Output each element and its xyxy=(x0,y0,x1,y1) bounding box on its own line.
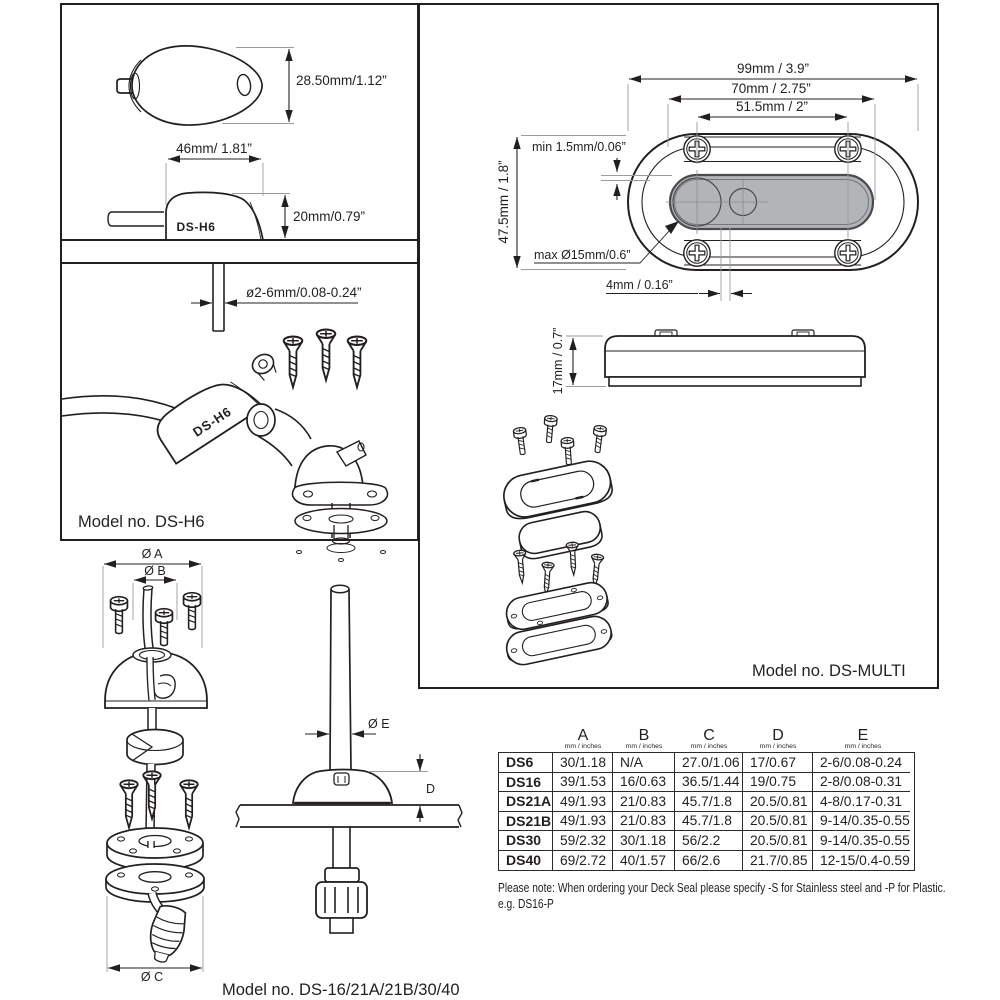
table-corner-spacer xyxy=(498,721,553,752)
table-cell: 19/0.75 xyxy=(743,773,813,793)
table-cell: 21/0.83 xyxy=(613,792,675,812)
table-cell: 17/0.67 xyxy=(743,753,813,773)
table-cell: 9-14/0.35-0.55 xyxy=(813,831,910,851)
table-cell: 30/1.18 xyxy=(553,753,613,773)
col-letter: A xyxy=(577,727,589,744)
table-cell: 56/2.2 xyxy=(675,831,743,851)
table-cell: 30/1.18 xyxy=(613,831,675,851)
ds-h6-gasket xyxy=(295,503,387,562)
ds-h6-top-view xyxy=(117,46,262,125)
dim-label-ds-multi-slot-length: 51.5mm / 2” xyxy=(735,99,809,114)
dim-label-ds-multi-screw-spacing: 70mm / 2.75” xyxy=(731,81,811,96)
col-unit: mm / inches xyxy=(759,743,797,750)
table-cell: 69/2.72 xyxy=(553,851,613,871)
dim-label-ds-h6-width: 46mm/ 1.81” xyxy=(176,141,252,156)
dim-label-ds-multi-overall-width: 99mm / 3.9” xyxy=(736,61,810,76)
dim-label-ds-h6-cable: ø2-6mm/0.08-0.24” xyxy=(246,285,362,300)
ds-series-cable-gland xyxy=(316,827,367,933)
ds-h6-product-text-side: DS-H6 xyxy=(176,220,216,234)
ds-multi-model-label: Model no. DS-MULTI xyxy=(752,662,906,680)
pan-head-screw xyxy=(561,437,575,465)
table-cell: 39/1.53 xyxy=(553,773,613,793)
ds-series-connector xyxy=(144,903,189,966)
table-cell: 20.5/0.81 xyxy=(743,812,813,832)
ordering-note-line2: e.g. DS16-P xyxy=(498,897,554,911)
ds-series-exploded-view xyxy=(103,547,207,984)
table-cell-model: DS30 xyxy=(499,831,553,851)
table-cell: 21.7/0.85 xyxy=(743,851,813,871)
ds-series-dome-side xyxy=(293,770,392,804)
ds-h6-base-plate xyxy=(293,482,388,505)
col-letter: E xyxy=(857,727,869,744)
table-col-header-e xyxy=(813,721,913,752)
dim-label-ds-multi-profile-height: 17mm / 0.7” xyxy=(551,327,565,395)
ds-series-split-collar xyxy=(127,730,183,765)
ds-multi-dim-overall-width xyxy=(628,61,918,131)
table-cell: 49/1.93 xyxy=(553,812,613,832)
table-cell: 12-15/0.4-0.59 xyxy=(820,852,910,868)
dim-label-dia-a: Ø A xyxy=(141,547,163,561)
table-cell: 45.7/1.8 xyxy=(675,792,743,812)
pan-head-screw xyxy=(513,427,529,455)
tapping-screw xyxy=(120,780,137,827)
ds-h6-cap xyxy=(150,367,263,464)
ordering-note-line1: Please note: When ordering your Deck Seal please specify -S for Stainless steel and -P for Plastic. xyxy=(498,881,946,895)
tapping-screw xyxy=(317,330,336,381)
pan-head-screw xyxy=(543,415,558,443)
table-cell: 9-14/0.35-0.55 xyxy=(813,812,910,832)
ds-multi-plan-view xyxy=(628,134,918,270)
spec-table xyxy=(498,752,915,871)
ds-multi-exploded-view xyxy=(500,415,615,668)
table-cell: 4-8/0.17-0.31 xyxy=(813,792,910,812)
dim-label-ds-h6-height-side: 20mm/0.79” xyxy=(293,209,366,224)
dim-label-ds-multi-hole-gap: 4mm / 0.16” xyxy=(606,278,673,292)
dim-label-dia-b: Ø B xyxy=(144,564,166,578)
col-unit: mm / inches xyxy=(690,743,728,750)
table-cell-model: DS6 xyxy=(499,753,553,773)
ds-multi-top-cap xyxy=(500,457,615,522)
dim-label-dia-e: Ø E xyxy=(368,717,390,731)
dim-label-ds-multi-max-cable: max Ø15mm/0.6” xyxy=(534,248,631,262)
ds-multi-side-view xyxy=(605,330,865,386)
ds-series-installed-view xyxy=(236,585,462,933)
dim-label-d: D xyxy=(426,782,436,796)
ordering-note xyxy=(498,880,946,912)
ds-series-dim-e xyxy=(305,717,390,734)
pan-head-screw xyxy=(156,609,173,646)
pan-head-screw xyxy=(591,425,607,453)
ds-series-model-label: Model no. DS-16/21A/21B/30/40 xyxy=(222,981,460,999)
table-cell-model: DS16 xyxy=(499,773,553,793)
tapping-screw xyxy=(566,542,580,575)
panel-ds-h6 xyxy=(61,4,418,562)
col-letter: D xyxy=(772,727,784,744)
col-unit: mm / inches xyxy=(564,743,602,750)
ds-h6-product-text-cap: DS-H6 xyxy=(190,403,235,440)
dim-label-dia-c: Ø C xyxy=(140,970,164,984)
phillips-screw-icon xyxy=(835,240,861,266)
col-letter: C xyxy=(703,727,715,744)
dim-label-ds-multi-overall-height: 47.5mm / 1.8” xyxy=(496,160,511,244)
table-cell: 20.5/0.81 xyxy=(743,831,813,851)
phillips-screw-icon xyxy=(684,240,710,266)
ds-series-deck xyxy=(236,805,462,827)
table-cell: 66/2.6 xyxy=(675,851,743,871)
tapping-screw xyxy=(180,780,197,827)
pan-head-screw xyxy=(111,597,128,634)
table-cell: 2-6/0.08-0.24 xyxy=(813,753,910,773)
tapping-screw xyxy=(284,337,303,388)
table-col-header-c xyxy=(675,721,743,752)
col-unit: mm / inches xyxy=(844,743,882,750)
dim-label-ds-multi-min-wall: min 1.5mm/0.06” xyxy=(532,140,626,154)
dim-label-ds-h6-height-top: 28.50mm/1.12” xyxy=(296,73,387,88)
table-col-header-b xyxy=(613,721,675,752)
col-letter: B xyxy=(638,727,650,744)
ds-h6-swivel-ball xyxy=(247,404,275,436)
ds-series-dome xyxy=(105,648,207,708)
table-cell: 27.0/1.06 xyxy=(675,753,743,773)
tapping-screw xyxy=(348,337,367,388)
ds-h6-cable-hole-view xyxy=(61,263,418,331)
panel-ds-multi xyxy=(419,4,938,688)
table-cell: N/A xyxy=(613,753,675,773)
table-cell: 20.5/0.81 xyxy=(743,792,813,812)
table-col-header-d xyxy=(743,721,813,752)
pan-head-screw xyxy=(184,593,201,630)
table-cell: 49/1.93 xyxy=(553,792,613,812)
table-cell: 36.5/1.44 xyxy=(675,773,743,793)
table-cell-model: DS40 xyxy=(499,851,553,871)
ds-h6-socket-screw xyxy=(249,351,280,383)
ds-series-mast-tube xyxy=(330,585,351,771)
table-cell: 2-8/0.08-0.31 xyxy=(813,773,910,793)
table-cell-model: DS21A xyxy=(499,792,553,812)
spec-table-header xyxy=(498,721,913,752)
table-cell: 21/0.83 xyxy=(613,812,675,832)
ds-multi-dim-profile-height xyxy=(551,328,606,395)
table-cell: 40/1.57 xyxy=(613,851,675,871)
ds-h6-top-height-dimension xyxy=(222,48,387,124)
table-cell: 16/0.63 xyxy=(613,773,675,793)
table-cell-model: DS21B xyxy=(499,812,553,832)
col-unit: mm / inches xyxy=(625,743,663,750)
table-col-header-a xyxy=(553,721,613,752)
table-cell: 59/2.32 xyxy=(553,831,613,851)
ds-h6-model-label: Model no. DS-H6 xyxy=(78,513,205,531)
table-cell: 45.7/1.8 xyxy=(675,812,743,832)
